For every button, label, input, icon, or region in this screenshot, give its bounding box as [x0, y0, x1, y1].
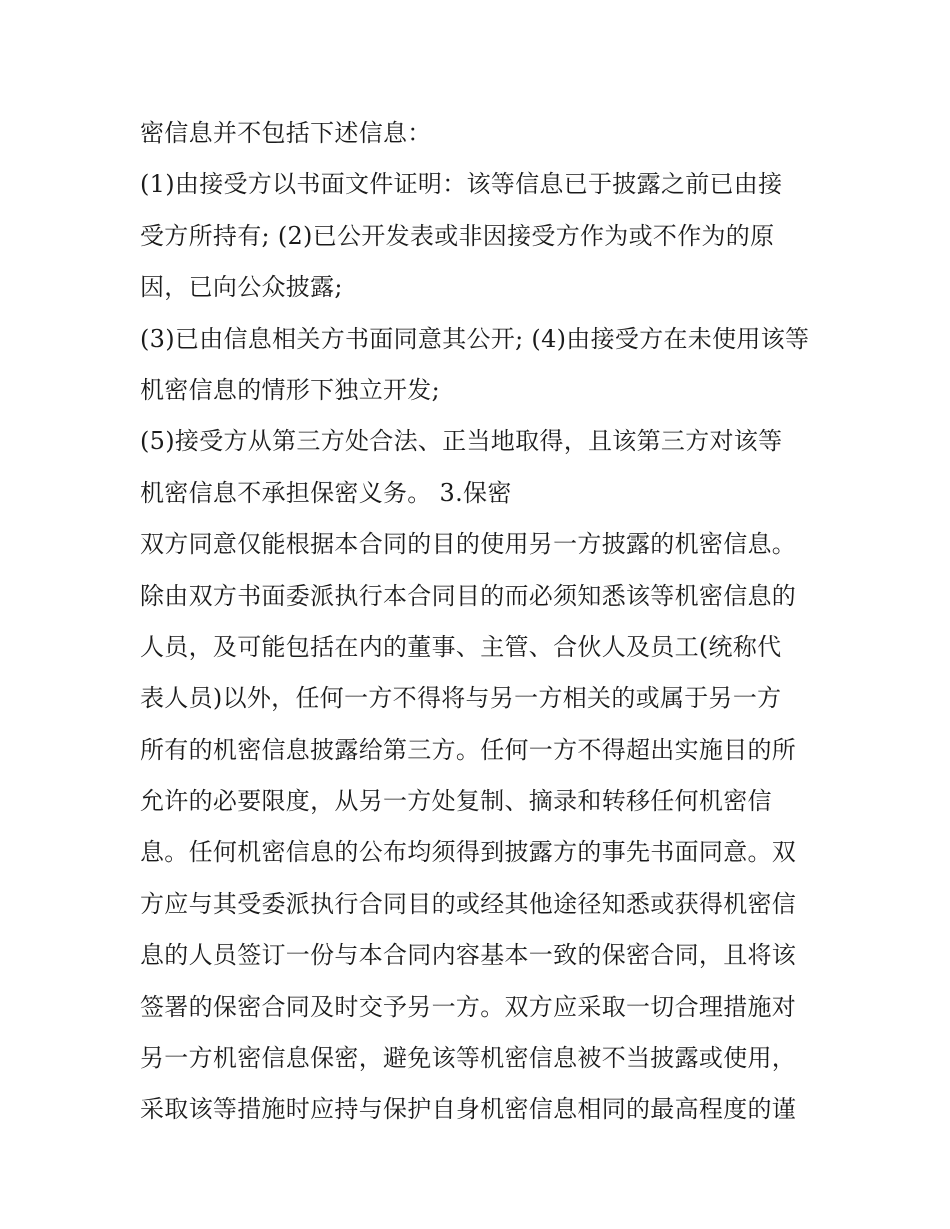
text-line: 密信息并不包括下述信息： [140, 119, 432, 147]
text-line: (5)接受方从第三方处合法、正当地取得，且该第三方对该等 [140, 427, 783, 456]
text-line: 另一方机密信息保密，避免该等机密信息被不当披露或使用， [140, 1044, 797, 1073]
text-line: 采取该等措施时应持与保护自身机密信息相同的最高程度的谨 [140, 1095, 797, 1124]
text-line: 除由双方书面委派执行本合同目的而必须知悉该等机密信息的 [140, 581, 797, 610]
body-text [140, 108, 820, 1136]
text-line: 息的人员签订一份与本合同内容基本一致的保密合同，且将该 [140, 941, 797, 970]
text-line: (3)已由信息相关方书面同意其公开; (4)由接受方在未使用该等 [140, 324, 810, 353]
text-line: 机密信息不承担保密义务。 3.保密 [140, 478, 512, 507]
text-line: 表人员)以外，任何一方不得将与另一方相关的或属于另一方 [140, 684, 782, 713]
text-line: 息。任何机密信息的公布均须得到披露方的事先书面同意。双 [140, 838, 797, 867]
text-line: 签署的保密合同及时交予另一方。双方应采取一切合理措施对 [140, 992, 797, 1021]
text-line: 因，已向公众披露; [140, 273, 343, 302]
text-line: 人员，及可能包括在内的董事、主管、合伙人及员工(统称代 [140, 632, 782, 661]
text-line: 机密信息的情形下独立开发; [140, 375, 440, 404]
text-line: 双方同意仅能根据本合同的目的使用另一方披露的机密信息。 [140, 530, 797, 559]
text-line: 方应与其受委派执行合同目的或经其他途径知悉或获得机密信 [140, 889, 797, 918]
text-line: 受方所持有; (2)已公开发表或非因接受方作为或不作为的原 [140, 221, 775, 250]
text-line: 允许的必要限度，从另一方处复制、摘录和转移任何机密信 [140, 787, 772, 816]
text-line: (1)由接受方以书面文件证明：该等信息已于披露之前已由接 [140, 170, 783, 199]
text-line: 所有的机密信息披露给第三方。任何一方不得超出实施目的所 [140, 735, 797, 764]
